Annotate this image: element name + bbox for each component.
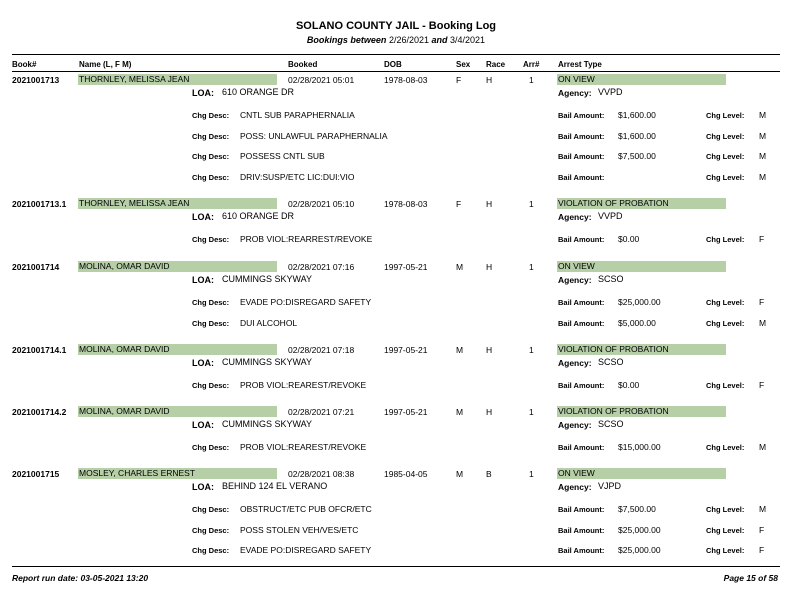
arrest-type: ON VIEW [557, 74, 726, 85]
agency-label: Agency: [558, 482, 592, 492]
bail-amount-value: $7,500.00 [618, 151, 656, 161]
loa-label: LOA: [192, 275, 214, 285]
agency-label: Agency: [558, 275, 592, 285]
chg-level-label: Chg Level: [706, 173, 745, 182]
header-bottom-rule [12, 71, 780, 72]
charge-description: DRIV:SUSP/ETC LIC:DUI:VIO [240, 172, 355, 182]
agency-label: Agency: [558, 88, 592, 98]
loa-value: 610 ORANGE DR [222, 211, 295, 221]
arrest-number: 1 [529, 469, 534, 479]
sex-value: M [456, 469, 464, 479]
charge-description: POSS STOLEN VEH/VES/ETC [240, 525, 359, 535]
chg-desc-label: Chg Desc: [192, 526, 230, 535]
bail-amount-value: $0.00 [618, 380, 640, 390]
chg-level-label: Chg Level: [706, 526, 745, 535]
inmate-name: THORNLEY, MELISSA JEAN [78, 198, 277, 209]
dob-value: 1997-05-21 [384, 345, 428, 355]
booked-datetime: 02/28/2021 08:38 [288, 469, 355, 479]
race-value: H [486, 262, 493, 272]
charge-description: EVADE PO:DISREGARD SAFETY [240, 297, 372, 307]
chg-desc-label: Chg Desc: [192, 298, 230, 307]
bail-amount-value: $5,000.00 [618, 318, 656, 328]
bail-amount-label: Bail Amount: [558, 381, 605, 390]
booked-datetime: 02/28/2021 05:10 [288, 199, 355, 209]
bail-amount-label: Bail Amount: [558, 546, 605, 555]
chg-level-label: Chg Level: [706, 319, 745, 328]
agency-value: SCSO [598, 274, 624, 284]
bail-amount-value: $25,000.00 [618, 545, 661, 555]
bail-amount-label: Bail Amount: [558, 526, 605, 535]
bail-amount-label: Bail Amount: [558, 443, 605, 452]
agency-value: SCSO [598, 419, 624, 429]
bail-amount-label: Bail Amount: [558, 173, 605, 182]
chg-level-value: M [759, 504, 767, 514]
loa-value: CUMMINGS SKYWAY [222, 357, 313, 367]
date-to: 3/4/2021 [450, 35, 486, 45]
charge-description: POSS: UNLAWFUL PARAPHERNALIA [240, 131, 388, 141]
arrest-number: 1 [529, 407, 534, 417]
footer-rule [12, 566, 780, 567]
date-from: 2/26/2021 [388, 35, 429, 45]
dob-value: 1997-05-21 [384, 262, 428, 272]
chg-desc-label: Chg Desc: [192, 132, 230, 141]
agency-value: SCSO [598, 357, 624, 367]
arrest-type: VIOLATION OF PROBATION [557, 406, 726, 417]
arrest-number: 1 [529, 345, 534, 355]
sex-value: F [456, 199, 462, 209]
race-value: B [486, 469, 492, 479]
booking-number: 2021001714.2 [12, 407, 67, 417]
loa-value: BEHIND 124 EL VERANO [222, 481, 328, 491]
booking-number: 2021001713 [12, 75, 60, 85]
charge-description: PROB VIOL:REARREST/REVOKE [240, 234, 373, 244]
booking-number: 2021001714.1 [12, 345, 67, 355]
arrest-type: VIOLATION OF PROBATION [557, 198, 726, 209]
bail-amount-value: $15,000.00 [618, 442, 661, 452]
bail-amount-value: $25,000.00 [618, 525, 661, 535]
chg-desc-label: Chg Desc: [192, 319, 230, 328]
charge-description: POSSESS CNTL SUB [240, 151, 325, 161]
dob-value: 1985-04-05 [384, 469, 428, 479]
chg-desc-label: Chg Desc: [192, 381, 230, 390]
bail-amount-label: Bail Amount: [558, 132, 605, 141]
arrest-type: ON VIEW [557, 468, 726, 479]
booked-datetime: 02/28/2021 05:01 [288, 75, 355, 85]
agency-label: Agency: [558, 212, 592, 222]
subtitle-prefix: Bookings between [306, 35, 387, 45]
race-value: H [486, 345, 493, 355]
chg-level-value: F [759, 525, 765, 535]
chg-level-label: Chg Level: [706, 546, 745, 555]
report-title: SOLANO COUNTY JAIL - Booking Log [295, 20, 497, 32]
chg-level-value: F [759, 545, 765, 555]
agency-label: Agency: [558, 420, 592, 430]
race-value: H [486, 75, 493, 85]
sex-value: M [456, 345, 464, 355]
loa-value: 610 ORANGE DR [222, 87, 295, 97]
booking-number: 2021001714 [12, 262, 60, 272]
report-run-date: Report run date: 03-05-2021 13:20 [12, 573, 149, 583]
bail-amount-value: $1,600.00 [618, 131, 656, 141]
sex-value: M [456, 407, 464, 417]
page-number: Page 15 of 58 [723, 573, 778, 583]
chg-level-value: M [759, 318, 767, 328]
bail-amount-label: Bail Amount: [558, 235, 605, 244]
charge-description: PROB VIOL:REAREST/REVOKE [240, 380, 367, 390]
loa-value: CUMMINGS SKYWAY [222, 419, 313, 429]
chg-level-value: F [759, 380, 765, 390]
charge-description: EVADE PO:DISREGARD SAFETY [240, 545, 372, 555]
arrest-number: 1 [529, 262, 534, 272]
charge-description: OBSTRUCT/ETC PUB OFCR/ETC [240, 504, 372, 514]
arrest-number: 1 [529, 199, 534, 209]
agency-value: VJPD [598, 481, 622, 491]
col-header-arr: Arr# [523, 60, 540, 69]
col-header-race: Race [486, 60, 506, 69]
col-header-arrest-type: Arrest Type [558, 60, 602, 69]
charge-description: DUI ALCOHOL [240, 318, 298, 328]
bail-amount-label: Bail Amount: [558, 152, 605, 161]
charge-description: CNTL SUB PARAPHERNALIA [240, 110, 355, 120]
booked-datetime: 02/28/2021 07:21 [288, 407, 355, 417]
charge-description: PROB VIOL:REAREST/REVOKE [240, 442, 367, 452]
col-header-name: Name (L, F M) [79, 60, 132, 69]
bail-amount-value: $25,000.00 [618, 297, 661, 307]
report-subtitle [0, 35, 792, 45]
inmate-name: MOLINA, OMAR DAVID [78, 344, 277, 355]
chg-desc-label: Chg Desc: [192, 152, 230, 161]
col-header-booked: Booked [288, 60, 318, 69]
sex-value: F [456, 75, 462, 85]
chg-level-value: F [759, 297, 765, 307]
subtitle-and: and [431, 35, 448, 45]
chg-desc-label: Chg Desc: [192, 443, 230, 452]
chg-desc-label: Chg Desc: [192, 173, 230, 182]
chg-level-label: Chg Level: [706, 132, 745, 141]
loa-label: LOA: [192, 88, 214, 98]
chg-level-label: Chg Level: [706, 443, 745, 452]
bail-amount-label: Bail Amount: [558, 298, 605, 307]
chg-desc-label: Chg Desc: [192, 111, 230, 120]
loa-label: LOA: [192, 420, 214, 430]
chg-desc-label: Chg Desc: [192, 235, 230, 244]
chg-level-label: Chg Level: [706, 505, 745, 514]
inmate-name: THORNLEY, MELISSA JEAN [78, 74, 277, 85]
bail-amount-value: $7,500.00 [618, 504, 656, 514]
arrest-type: ON VIEW [557, 261, 726, 272]
chg-level-value: M [759, 110, 767, 120]
bail-amount-label: Bail Amount: [558, 111, 605, 120]
loa-label: LOA: [192, 358, 214, 368]
inmate-name: MOSLEY, CHARLES ERNEST [78, 468, 277, 479]
chg-level-value: M [759, 442, 767, 452]
chg-level-value: M [759, 172, 767, 182]
inmate-name: MOLINA, OMAR DAVID [78, 406, 277, 417]
chg-level-value: M [759, 131, 767, 141]
loa-value: CUMMINGS SKYWAY [222, 274, 313, 284]
arrest-number: 1 [529, 75, 534, 85]
loa-label: LOA: [192, 212, 214, 222]
chg-level-label: Chg Level: [706, 298, 745, 307]
bail-amount-value: $0.00 [618, 234, 640, 244]
chg-level-value: F [759, 234, 765, 244]
arrest-type: VIOLATION OF PROBATION [557, 344, 726, 355]
chg-level-label: Chg Level: [706, 235, 745, 244]
booking-number: 2021001715 [12, 469, 60, 479]
header-top-rule [12, 54, 780, 55]
inmate-name: MOLINA, OMAR DAVID [78, 261, 277, 272]
race-value: H [486, 199, 493, 209]
booking-number: 2021001713.1 [12, 199, 67, 209]
sex-value: M [456, 262, 464, 272]
chg-desc-label: Chg Desc: [192, 505, 230, 514]
chg-level-value: M [759, 151, 767, 161]
col-header-book: Book# [12, 60, 37, 69]
dob-value: 1978-08-03 [384, 199, 428, 209]
booked-datetime: 02/28/2021 07:16 [288, 262, 355, 272]
bail-amount-label: Bail Amount: [558, 319, 605, 328]
bail-amount-value: $1,600.00 [618, 110, 656, 120]
chg-level-label: Chg Level: [706, 381, 745, 390]
agency-value: VVPD [598, 211, 623, 221]
chg-desc-label: Chg Desc: [192, 546, 230, 555]
race-value: H [486, 407, 493, 417]
bail-amount-label: Bail Amount: [558, 505, 605, 514]
agency-label: Agency: [558, 358, 592, 368]
dob-value: 1997-05-21 [384, 407, 428, 417]
dob-value: 1978-08-03 [384, 75, 428, 85]
agency-value: VVPD [598, 87, 623, 97]
chg-level-label: Chg Level: [706, 152, 745, 161]
col-header-dob: DOB [384, 60, 402, 69]
col-header-sex: Sex [456, 60, 471, 69]
loa-label: LOA: [192, 482, 214, 492]
booked-datetime: 02/28/2021 07:18 [288, 345, 355, 355]
chg-level-label: Chg Level: [706, 111, 745, 120]
